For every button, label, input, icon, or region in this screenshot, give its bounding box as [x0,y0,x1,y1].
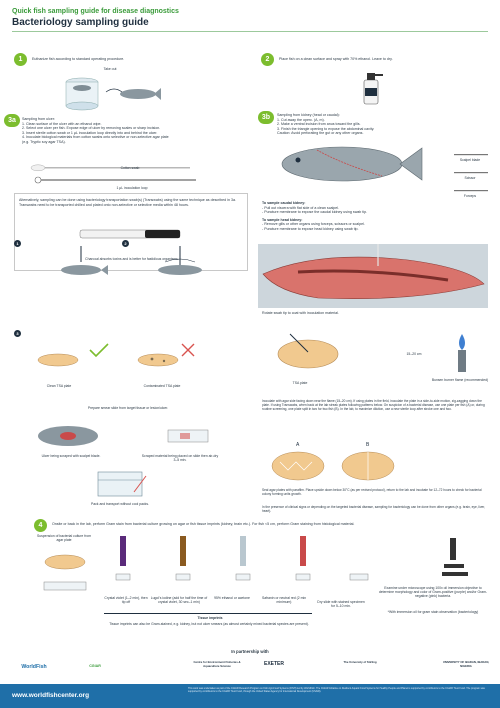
step-1-badge: 1 [14,53,27,66]
step-3a-line: 4. Inoculate biological materials from cotton swabs onto selective or non-selective agar plate [22,135,169,140]
tsa-plate-label: TSA plate [292,381,308,385]
sub-step-3-badge: 3 [14,330,21,337]
step-3a-text [22,117,232,145]
air-dry-caption: Scraped material being placed on slide then air-dry 3–5 min. [141,454,219,462]
transwab-text: Alternatively, sampling can be done using bacteriology transportation swab(s) (Transwabs) using the same technique as described in 3a. Transwabs need to be transported chilled and plated onto non-selective or selective media within 48 hours. [19,198,236,207]
take-out-label: Take out [103,67,117,71]
footer-url-link[interactable]: www.worldfishcenter.org [12,692,90,699]
tissue-imprints-bar [104,613,312,614]
step-1-text: Euthanize fish according to standard operating procedure. [32,57,125,61]
cgiar-logo: CGIAR [89,664,101,668]
stain-lugols-iodine: Lugol's iodine (add for half the time of crystal violet, 30 sec–1 min) [150,596,208,604]
caudal-kidney-line: - Pull out viscera with flat side of a clean scalpel. [262,205,340,210]
step-2-badge: 2 [261,53,274,66]
bunsen-label: Bunsen burner flame (recommended) [431,378,489,382]
header-divider [12,31,488,32]
suspension-label: Suspension of bacterial culture from agar plate [36,534,92,542]
step-2-text: Place fish on a clean surface and spray with 70% ethanol. Leave to dry. [279,57,393,61]
clean-plate-label: Clean TSA plate [46,384,72,388]
opened-fish-illustration [258,244,488,308]
pack-caption: Pack and transport without cool packs. [90,502,150,506]
charcoal-note: Charcoal absorbs toxins and is better for fastidious organisms. [85,257,179,261]
inoculate-text: Inoculate with agar side facing down near the flame (15–20 cm). If using plates in the field, inoculate the plate in a side-to-side motion, zig-zagging down the plate. If using Transwabs, when back at the lab streak plates following patterns below. On suspicion of a bacterial disease, use one plate per fish (A) or, during routine screening, one plate split in two for two fish (B). In the lab, to maximize dilution, use a new sterile loop after stroke one and two. [262,399,485,412]
svg-text:A: A [296,442,300,448]
tool-label-forceps: Forceps [463,194,477,198]
head-kidney-heading: To sample head kidney: [262,217,303,222]
step-3b-line: 2. Make a ventral incision from anus toward the gills. [277,122,361,127]
tool-label-scalpel: Scalpel blade [459,158,481,162]
dry-slide-caption: Dry slide with stained specimen for 5–10 min. [317,600,365,608]
head-kidney-line: - Remove gills or other organs using forceps, scissors or scalpel. [262,222,365,227]
step-3a-badge: 3a [4,114,20,127]
sub-step-2-badge: 2 [122,240,129,247]
inoculation-loop-label: 1 μL inoculation loop [116,186,148,190]
stirling-logo: The University of Stirling [343,660,377,664]
sub-step-1-badge: 1 [14,240,21,247]
stain-safranin: Safranin or neutral red (2 min minimum) [261,596,307,604]
inoculation-near-flame-illustration [268,328,488,378]
seal-text: Seal agar plates with parafilm. Place upside down below 30°C (as per revised protocol), return to the lab and incubate for 12–72 hours to check for bacterial colony forming units growth. [262,488,482,497]
distance-label: 15–20 cm [406,352,422,356]
cefas-logo: Centre for Environment Fisheries & Aquaculture Science [193,660,241,668]
cotton-swab-label: Cotton swab [120,166,140,170]
guide-title: Bacteriology sampling guide [12,17,149,28]
head-kidney-line: - Puncture membrane to expose head kidney using swab tip. [262,226,359,231]
transport-box-illustration [90,466,150,500]
step-3b-line: Caution: Avoid perforating the gut or any other organs. [277,131,364,136]
stain-ethanol: 95% ethanol or acetone [214,596,250,600]
scrape-caption: Ulcer being scraped with scalpel blade. [41,454,101,458]
step-4-text: Onsite or back in the lab, perform Gram stain from bacterial culture growing on agar or fish tissue imprints (kidney, brain etc.). For fish <5 cm, perform Gram staining from histological material. [52,522,355,526]
step-3b-line: 1. Cut away the operc. (A, m). [277,117,325,122]
scraping-illustration [28,418,228,452]
fish-bucket-illustration [62,72,162,112]
agar-plate-slide-illustration [40,548,90,596]
gram-stain-droppers-illustration [100,534,370,594]
exeter-logo: EXETER [263,661,284,667]
worldfish-logo: WorldFish [21,664,47,670]
step-3a-line: (e.g. Tryptic soy agar TSA). [22,139,66,144]
step-3a-line: 1. Clean surface of the ulcer with an ethanol wipe. [22,121,102,126]
examine-caption: Examine under microscope using 100x oil immersion objective to determine morphology and color of Gram-positive (purple) and/or Gram-negative (pink) bacteria. [378,586,488,598]
tsa-plates-illustration [28,340,208,380]
ethanol-spray-bottle-icon [352,70,392,106]
dissection-tools-icon [452,148,492,193]
step-3b-text [277,113,487,136]
tissue-imprints-label: Tissue imprints [197,616,223,620]
tool-label-scissor: Scissor [464,176,476,180]
immersion-note: *With immersion oil for gram stain observation (bacteriology) [387,610,479,614]
transwab-opening-illustration [36,244,126,278]
step-3a-line: 3. Insert sterile cotton swab or 1 μL inoculation loop directly into and behind the ulcer. [22,130,158,135]
smear-instruction: Prepare smear slide from target tissue or lesion/ulcer. [87,406,169,410]
caudal-kidney-line: - Puncture membrane to expose the caudal kidney using swab tip. [262,210,368,215]
footer-credit-text: This work was undertaken as part of the CGIAR Research Program on Fish Agri-Food Systems (FISH) led by WorldFish. The CGIAR Initiative on Resilient Aquatic Food Systems for Healthy People and Planet is supported by contributors to the CGIAR Trust Fund. The program was supported by contributors to the CGIAR Trust Fund, through the United States Agency for International Development (USAID). [188,687,485,693]
tissue-imprints-note: Tissue imprints can also be Gram-stained, e.g. kidney, but not ulcer smears (as almost certainly mixed bacterial species are present). [109,622,309,626]
ibadan-logo: UNIVERSITY OF IBADAN, IBADAN, NIGERIA [442,660,490,668]
footer-bar [0,684,500,708]
clinical-text: In the presence of clinical signs or depending on the targeted bacterial disease, sampling for bacteriology can be done from other organs (e.g. brain, eye, liver, heart). [262,505,486,514]
step-3b-heading: Sampling from kidney (head or caudal): [277,113,340,117]
guide-subtitle: Quick fish sampling guide for disease diagnostics [12,8,179,15]
stain-crystal-violet: Crystal violet (1–2 min), then tip off [104,596,148,604]
microscope-icon [440,534,470,580]
step-3b-badge: 3b [258,111,274,124]
step-4-badge: 4 [34,519,47,532]
fish-dissection-illustration [262,140,452,190]
step-3b-line: 3. Finish the triangle opening to expose the abdominal cavity. [277,126,375,131]
step-3a-heading: Sampling from ulcer: [22,117,55,121]
rotate-swab-text: Rotate swab tip to coat with inoculation material. [262,311,339,315]
inoculation-loop-illustration [30,175,220,185]
caudal-kidney-block [262,201,482,232]
contaminated-plate-label: Contaminated TSA plate [143,384,181,388]
streak-patterns-illustration [268,440,408,486]
caudal-kidney-heading: To sample caudal kidney: [262,201,306,205]
svg-text:B: B [366,442,370,448]
step-3a-line: 2. Select one ulcer per fish. Expose edge of ulcer by removing scales or sharp incision. [22,126,161,131]
partners-heading: In partnership with [231,649,269,654]
swab-rotation-illustration [135,244,225,278]
